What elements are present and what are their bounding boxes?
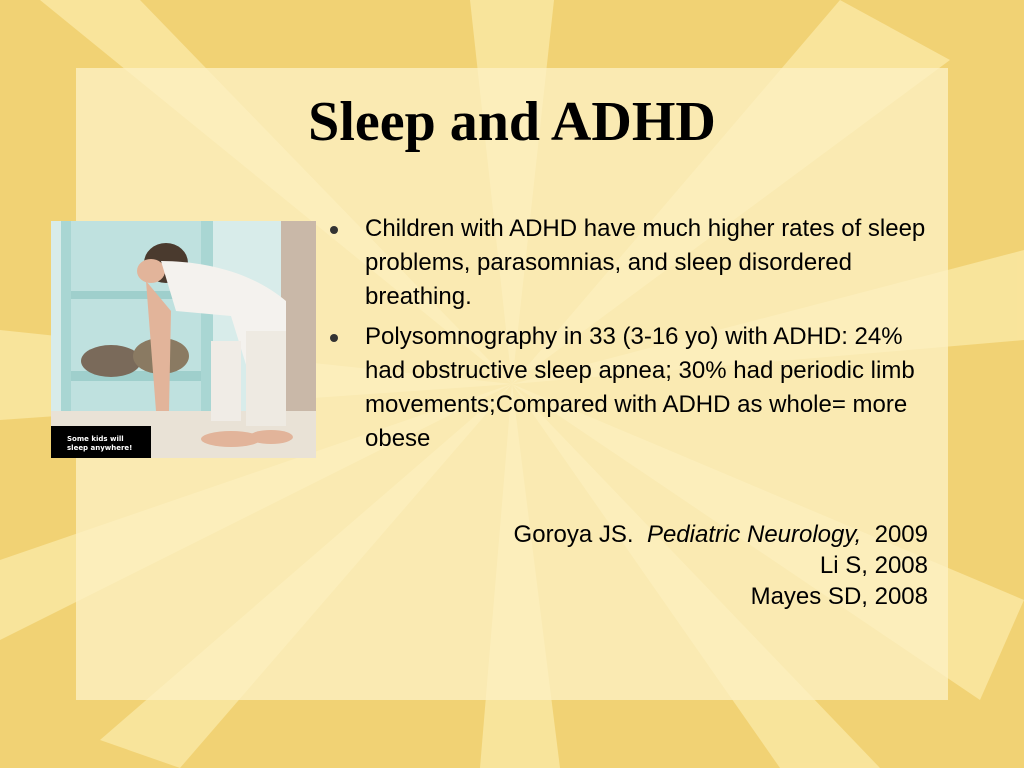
photo-caption <box>67 435 147 453</box>
reference-3: Mayes SD, 2008 <box>750 583 928 610</box>
reference-journal: Pediatric Neurology, <box>646 521 862 548</box>
photo-caption-line2: sleep anywhere! <box>67 444 133 452</box>
bullet-text: Children with ADHD have much higher rates of sleep problems, parasomnias, and sleep disordered breathing. <box>365 215 926 310</box>
reference-year: 2009 <box>874 521 928 548</box>
bullet-item <box>330 320 930 456</box>
slide-title: Sleep and ADHD <box>308 91 716 153</box>
bullet-dot-icon <box>330 334 338 342</box>
bullet-list <box>330 212 930 462</box>
bullet-item <box>330 212 930 314</box>
reference-2: Li S, 2008 <box>819 552 928 579</box>
references <box>514 519 928 612</box>
sleeping-child-photo <box>51 221 316 458</box>
photo-caption-line1: Some kids will <box>67 435 124 443</box>
reference-author: Goroya JS. <box>513 521 634 548</box>
bullet-dot-icon <box>330 226 338 234</box>
bullet-text: Polysomnography in 33 (3-16 yo) with ADHD: 24% had obstructive sleep apnea; 30% had periodic limb movements;Compared with ADHD as whole= more obese <box>365 323 915 452</box>
reference-1 <box>514 519 928 550</box>
